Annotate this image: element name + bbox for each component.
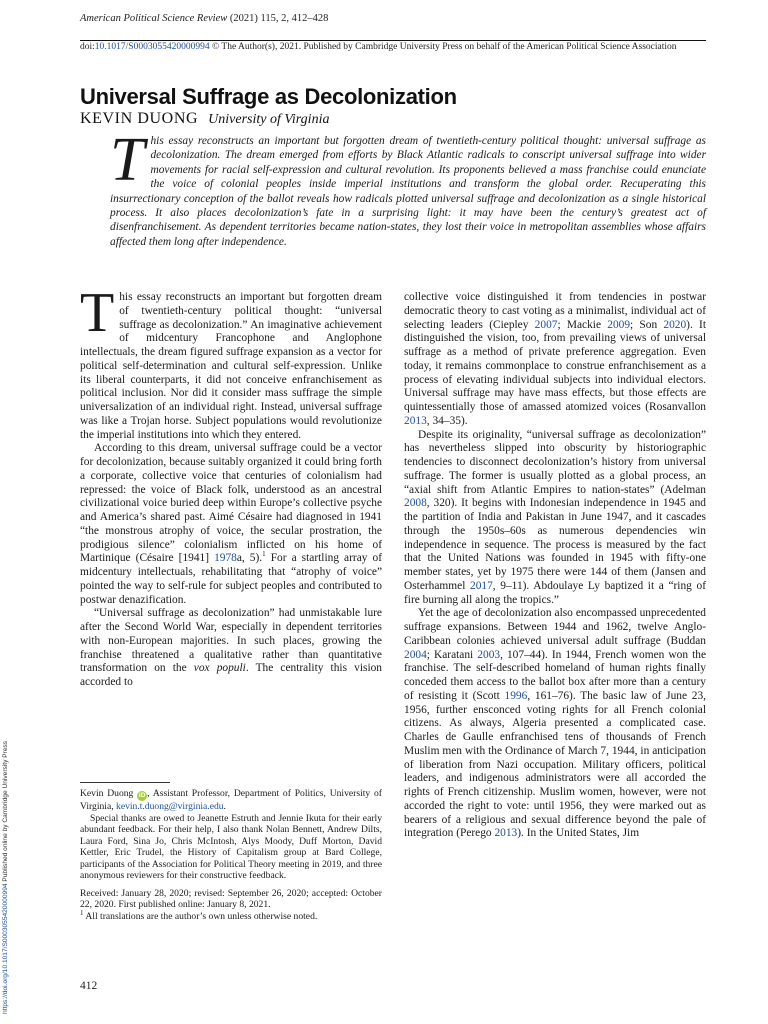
paragraph	[80, 282, 382, 442]
abstract-drop-cap: T	[110, 126, 145, 194]
paragraph-text: According to this dream, universal suffrage could be a vector for decolonization, because suitably organized it could bring forth a corporate, collective voice that centuries of colonialism had repressed: the voice of Black folk, understood as an ancestral civilizational voice buried deep within Europe’s collective psyche and America’s shared past. Aimé Césaire had diagnosed in 1941 “the monstrous atrophy of voice, the secular prostration, the prodigious silence” colonialism inflicted on his home of Martinique (Césaire [1941]	[80, 442, 382, 565]
footnote-marker[interactable]: 1	[262, 550, 266, 559]
citation-link[interactable]: 2003	[477, 648, 501, 661]
citation-link[interactable]: 2009	[607, 318, 631, 331]
abstract	[110, 126, 706, 249]
paragraph-text: his essay reconstructs an important but forgotten dream of twentieth-century political thought: “universal suffrage as decolonization.” An imaginative achievement of midcentury Francophone and Anglophone intellectuals, the dream figured suffrage expansion as a vector for political self-determination and cultural self-expression. Unlike its liberal counterparts, it did not conceive enfranchisement as political inclusion. Nor did it consider mass suffrage the simple universalization of an individual right. Instead, universal suffrage was like a Trojan horse. Subject populations would revolutionize the imperial institutions into which they entered.	[80, 291, 382, 441]
body-column-right	[404, 291, 706, 841]
footnote-1	[80, 908, 382, 923]
author-affiliation: University of Virginia	[208, 112, 330, 127]
journal-issue: (2021) 115, 2, 412–428	[227, 13, 329, 24]
received-dates: Received: January 28, 2020; revised: September 26, 2020; accepted: October 22, 2020. First published online: January 8, 2021.	[80, 887, 382, 910]
footnote-text: All translations are the author’s own unless otherwise noted.	[83, 910, 318, 922]
journal-citation	[80, 13, 328, 24]
author-note-text: .	[223, 801, 226, 812]
side-margin-text: Published online by Cambridge University Press	[2, 740, 9, 884]
citation-link[interactable]: 2013	[404, 414, 427, 427]
paragraph-text: a, 5).	[236, 552, 263, 565]
page-number: 412	[80, 980, 98, 992]
paragraph-text: , 161–76). The basic law of June 23, 1956, further ensconced voting rights for all French colonial citizens. As always, Algeria presented a complicated case. Charles de Gaulle enfranchised tens of thousands of French Muslim men with the Ordinance of March 7, 1944, in anticipation of liberation from Nazi occupation. Military officers, political leaders, and indigenous administrators were all accorded the rights of French citizenship. Muslim women, however, were not accorded the right to vote: until 1956, they were marked out as bearers of a religious and sexual difference beyond the pale of integration (Perego	[404, 689, 706, 840]
paragraph-text: ; Son	[630, 318, 664, 331]
citation-link[interactable]: 2007	[534, 318, 558, 331]
journal-name: American Political Science Review	[80, 13, 228, 24]
paragraph-text: ). It distinguished the vision, too, from prevailing views of universal suffrage as a method of private preference aggregation. Even today, it remains commonplace to construe enfranchisement as a process of elevating individual subjects into individual electors. Universal suffrage may have mass effects, but those effects are quintessentially those of amassed atomized voices (Rosanvallon	[404, 318, 707, 413]
paragraph-text: Despite its originality, “universal suffrage as decolonization” has nevertheless slipped into obscurity by historiographic tendencies to disconnect decolonization’s history from universal suffrage. The former is usually plotted as a global process, an “axial shift from Atlantic Empires to nation-states” (Adelman	[404, 428, 706, 496]
author-note	[80, 788, 382, 813]
paragraph-text: ; Karatani	[426, 648, 478, 661]
side-doi-link[interactable]: https://doi.org/10.1017/S0003055420000994	[2, 883, 9, 1014]
citation-link[interactable]: 2004	[404, 648, 427, 661]
paragraph-text: , 320). It begins with Indonesian independence in 1945 and the partition of India and Pakistan in June 1947, and it cascades through the 1950s–60s as numerous dependencies win independence in sequence. The process is measured by the fact that the United Nations was founded in 1945 with fifty-one member states, yet by 1975 there were 144 of them (Jansen and Osterhammel	[404, 497, 706, 592]
copyright-notice: © The Author(s), 2021. Published by Cambridge University Press on behalf of the American Political Science Association	[211, 42, 677, 52]
body-column-left	[80, 282, 382, 690]
footnote-mark: 1	[80, 908, 84, 917]
footnotes	[80, 788, 382, 922]
paragraph-text: Yet the age of decolonization also encompassed unprecedented suffrage expansions. Between 1944 and 1962, twelve Anglo-Caribbean colonies achieved universal adult suffrage (Buddan	[404, 607, 706, 647]
paragraph-text: ). In the United States, Jim	[517, 827, 640, 840]
paragraph-text: . The centrality this vision accorded to	[80, 662, 382, 688]
paragraph	[80, 442, 382, 607]
orcid-icon[interactable]: iD	[138, 792, 146, 799]
header-rule	[80, 40, 706, 41]
paragraph-text: “Universal suffrage as decolonization” had unmistakable lure after the Second World War, especially in dependent territories with non-European majorities. In such places, growing the franchise threatened a qualitative rather than quantitative transformation on the	[80, 607, 382, 675]
paragraph-text: , 107–44). In 1944, French women won the franchise. The self-described homeland of human rights finally conceded them access to the ballot box after more than a century of resisting it (Scott	[404, 648, 707, 702]
paragraph-text: , 9–11). Abdoulaye Ly baptized it a “ring of fire burning all along the tropics.”	[404, 579, 706, 606]
doi-prefix: doi:	[80, 42, 95, 52]
paragraph	[80, 607, 382, 690]
citation-link[interactable]: 2013	[494, 827, 518, 840]
citation-link[interactable]: 1978	[214, 552, 237, 565]
paragraph	[404, 607, 706, 841]
side-margin-doi	[2, 614, 9, 1014]
paragraph-text: collective voice distinguished it from tendencies in postwar democratic theory to cast voting as a minimalist, individual act of selecting leaders (Ciepley	[404, 291, 706, 331]
italic-term: vox populi	[193, 662, 246, 675]
author-note-text: , Assistant Professor, Department of Politics, University of Virginia,	[80, 788, 382, 812]
citation-link[interactable]: 1996	[504, 689, 528, 702]
author-name: KEVIN DUONG	[80, 110, 199, 127]
paragraph	[404, 291, 706, 429]
body-drop-cap: T	[80, 282, 115, 344]
doi-link[interactable]: 10.1017/S0003055420000994	[94, 42, 210, 52]
email-link[interactable]: kevin.t.duong@virginia.edu	[116, 801, 224, 812]
paragraph-text: For a startling array of midcentury intellectuals, rehabilitating that “atrophy of voice” pointed the way to self-rule for subject peoples and contributed to postwar denazification.	[80, 552, 382, 606]
acknowledgements: Special thanks are owed to Jeanette Estruth and Jennie Ikuta for their early abundant feedback. For their help, I also thank Nolan Bennett, Andrew Dilts, Laura Ford, Sina Jo, Chris McIntosh, Alys Moody, Duff Morton, David Kettler, Eric Trudel, the History of Capitalism group at Bard College, participants of the Association for Political Theory meeting in 2019, and three anonymous reviewers for their constructive feedback.	[80, 812, 382, 881]
citation-link[interactable]: 2020	[663, 318, 687, 331]
article-title: Universal Suffrage as Decolonization	[80, 84, 457, 109]
citation-link[interactable]: 2017	[470, 579, 493, 592]
doi-line	[80, 42, 706, 54]
footnote-rule	[80, 782, 170, 783]
citation-link[interactable]: 2008	[404, 497, 427, 510]
abstract-text: his essay reconstructs an important but forgotten dream of twentieth-century political thought: universal suffrage as decolonization. The dream emerged from efforts by Black Atlantic radicals to conscript universal suffrage into wider movements for racial self-expression and cultural revolution. Its proponents believed a mass franchise could enunciate the voice of colonial peoples inside imperial institutions and transform the global order. Recuperating this insurrectionary conception of the ballot reveals how radicals plotted universal suffrage and decolonization as a single historical process. It also places decolonization’s fate in a surprising light: it may have been the century’s greatest act of disenfranchisement. As dependent territories became nation-states, they lost their voice in metropolitan assemblies whose affairs affected them long after independence.	[110, 135, 706, 248]
paragraph-text: ; Mackie	[557, 318, 608, 331]
author-note-name: Kevin Duong	[80, 788, 134, 799]
paragraph-text: , 34–35).	[426, 414, 468, 427]
paragraph	[404, 429, 706, 608]
